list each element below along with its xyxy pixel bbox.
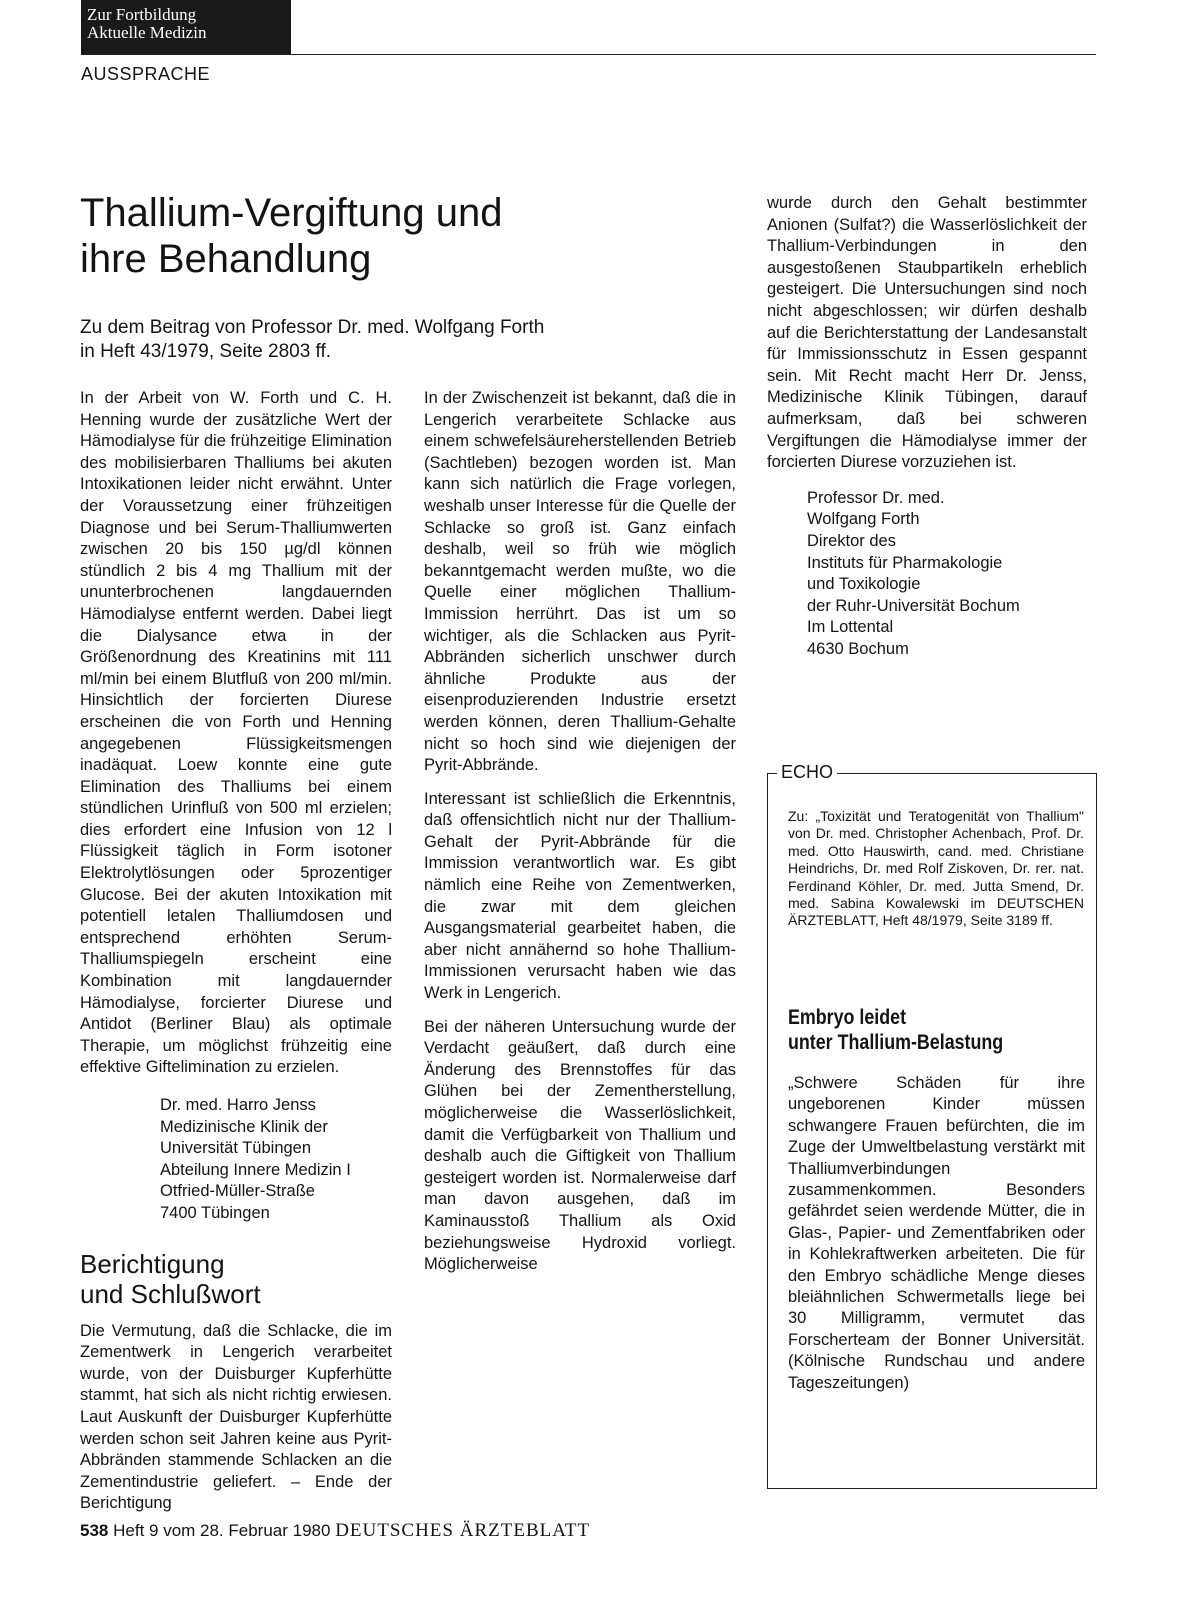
journal-name: DEUTSCHES ÄRZTEBLATT [335, 1520, 591, 1541]
signature-line: Dr. med. Harro Jenss [160, 1096, 316, 1114]
article-subtitle [80, 316, 660, 364]
signature-forth [807, 488, 1087, 661]
article-title-line-1: Thallium-Vergiftung und [80, 191, 503, 235]
signature-line: Universität Tübingen [160, 1139, 312, 1158]
paragraph-interessant: Interessant ist schließlich die Erkenntnis, daß offensichtlich nicht nur der Thallium-Gehalt der Pyrit-Abbrände für die Immission verantwortlich war. Es gibt nämlich eine Reihe von Zementwerken, die zwar mit dem gleichen Ausgangsmaterial gearbeitet haben, die aber nicht annähernd so hohe Thallium-Immissionen verursacht haben wie das Werk in Lengerich. [424, 789, 736, 1003]
signature-line: Abteilung Innere Medizin I [160, 1160, 351, 1179]
paragraph-untersuchung: Bei der näheren Untersuchung wurde der Verdacht geäußert, daß durch eine Änderung des Brennstoffes für das Glühen bei der Zementherstellung, möglicherweise die Wasserlöslichkeit, damit die Verfügbarkeit von Thallium und deshalb auch die Giftigkeit von Thallium gesteigert worden ist. Normalerweise darf man davon ausgehen, daß im Kaminausstoß Thallium als Oxid beziehungsweise Hydroxid vorliegt. Möglicherweise [424, 1017, 736, 1274]
category-tag [81, 0, 291, 54]
column-1 [80, 388, 392, 1527]
echo-headline [788, 1005, 1040, 1055]
article-subtitle-line-1: Zu dem Beitrag von Professor Dr. med. Wolfgang Forth [80, 317, 545, 338]
signature-line: Medizinische Klinik der [160, 1117, 328, 1136]
category-tag-line-2: Aktuelle Medizin [87, 23, 207, 42]
signature-line: Professor Dr. med. [807, 488, 945, 507]
category-tag-line-1: Zur Fortbildung [87, 5, 197, 24]
signature-line: Instituts für Pharmakologie [807, 553, 1003, 572]
signature-line: und Toxikologie [807, 575, 921, 594]
column-3 [767, 193, 1087, 660]
signature-jenss [160, 1095, 392, 1225]
signature-line: Im Lottental [807, 618, 894, 637]
paragraph-zwischenzeit: In der Zwischenzeit ist bekannt, daß die in Lengerich verarbeitete Schlacke aus einem schwefelsäureherstellenden Betrieb (Sachtleben) bezogen worden ist. Man kann sich natürlich die Frage vorlegen, weshalb unser Interesse für die Quelle der Schlacke so groß ist. Ganz einfach deshalb, weil so früh wie möglich bekanntgemacht werden mußte, wo die Quelle einer möglichen Thallium-Immission herrührt. Das ist um so wichtiger, als die Schlacken aus Pyrit-Abbränden sicherlich unschwer durch ähnliche Produkte aus der eisenproduzierenden Industrie ersetzt werden können, deren Thallium-Gehalte nicht so hoch sind wie diejenigen der Pyrit-Abbrände. [424, 389, 736, 775]
signature-line: 7400 Tübingen [160, 1203, 270, 1222]
paragraph-berichtigung: Die Vermutung, daß die Schlacke, die im Zementwerk in Lengerich verarbeitet wurde, von der Duisburger Kupferhütte stammt, hat sich als nicht richtig erwiesen. Laut Auskunft der Duisburger Kupferhütte werden schon seit Jahren keine aus Pyrit-Abbränden stammende Schlacken an die Zementindustrie geliefert. – Ende der Berichtigung [80, 1321, 392, 1513]
echo-body: „Schwere Schäden für ihre ungeborenen Kinder müssen schwangere Frauen befürchten, die im Zuge der Umweltbelastung verstärkt mit Thalliumverbindungen zusammenkommen. Besonders gefährdet seien werdende Mütter, die in Glas-, Papier- und Zementfabriken oder in Kohlekraftwerken arbeiteten. Die für den Embryo schädliche Menge dieses bleiähnlichen Schwermetalls liege bei 30 Milligramm, vermutet das Forscherteam der Bonner Universität. (Kölnische Rundschau und andere Tageszeitungen) [788, 1074, 1085, 1392]
echo-reference: Zu: „Toxizität und Teratogenität von Thallium" von Dr. med. Christopher Achenbach, Prof. Dr. med. Otto Hauswirth, cand. med. Christiane Heindrichs, Dr. med Rolf Ziskoven, Dr. rer. nat. Ferdinand Köhler, Dr. med. Jutta Smend, Dr. med. Sabina Kowalewski im DEUTSCHEN ÄRZTEBLATT, Heft 48/1979, Seite 3189 ff. [788, 808, 1084, 929]
article-title [80, 190, 640, 282]
subhead-line-1: Berichtigung [80, 1248, 225, 1279]
signature-line: Direktor des [807, 531, 896, 550]
signature-line: 4630 Bochum [807, 639, 909, 658]
page-footer [80, 1520, 590, 1542]
subhead-berichtigung [80, 1249, 392, 1309]
section-label: AUSSPRACHE [81, 64, 211, 84]
column-2-content [424, 388, 736, 1288]
paragraph-jenss-letter: In der Arbeit von W. Forth und C. H. Henning wurde der zusätzliche Wert der Hämodialyse für die frühzeitige Elimination des mobilisierbaren Thalliums bei akuten Intoxikationen leider nicht erwähnt. Unter der Voraussetzung einer frühzeitigen Diagnose und bei Serum-Thalliumwerten zwischen 20 bis 150 µg/dl können stündlich 2 bis 4 mg Thallium mit der ununterbrochenen langdauernden Hämodialyse entfernt werden. Dabei liegt die Dialysance etwa in der Größenordnung des Kreatinins mit 111 ml/min bei einem Blutfluß von 200 ml/min. Hinsichtlich der forcierten Diurese erscheinen die von Forth und Henning angegebenen Flüssigkeitsmengen inadäquat. Loew konnte eine gute Elimination des Thalliums bei einem stündlichen Urinfluß von 500 ml erzielen; dies erfordert eine Infusion von 12 l Flüssigkeit täglich in Form isotoner Elektrolytlösungen oder 5prozentiger Glucose. Bei der akuten Intoxikation mit potentiell letalen Thalliumdosen und entsprechend erhöhten Serum-Thalliumspiegeln erscheint eine Kombination mit langdauernder Hämodialyse, forcierter Diurese und Antidot (Berliner Blau) als optimale Therapie, um möglichst frühzeitig eine effektive Giftelimination zu erzielen. [80, 389, 392, 1077]
subhead-line-2: und Schlußwort [80, 1278, 261, 1309]
signature-line: Wolfgang Forth [807, 510, 920, 529]
paragraph-anionen: wurde durch den Gehalt bestimmter Anionen (Sulfat?) die Wasserlöslichkeit der Thallium-Verbindungen in den ausgestoßenen Staubpartikeln erheblich gesteigert. Die Untersuchungen sind noch nicht abgeschlossen; wir dürfen deshalb auf die Berichterstattung der Landesanstalt für Immissionsschutz in Essen gespannt sein. Mit Recht macht Herr Dr. Jenss, Medizinische Klinik Tübingen, darauf aufmerksam, daß bei schweren Vergiftungen die Hämodialyse immer der forcierten Diurese vorzuziehen ist. [767, 194, 1087, 472]
echo-headline-line-2: unter Thallium-Belastung [788, 1031, 1004, 1054]
issue-info: Heft 9 vom 28. Februar 1980 [113, 1521, 331, 1540]
signature-line: der Ruhr-Universität Bochum [807, 596, 1020, 615]
echo-headline-line-1: Embryo leidet [788, 1006, 907, 1029]
page-number: 538 [80, 1521, 109, 1540]
header-rule [81, 54, 1096, 55]
article-subtitle-line-2: in Heft 43/1979, Seite 2803 ff. [80, 341, 332, 362]
signature-line: Otfried-Müller-Straße [160, 1182, 315, 1201]
article-title-line-2: ihre Behandlung [80, 237, 372, 281]
echo-label: ECHO [777, 762, 837, 783]
